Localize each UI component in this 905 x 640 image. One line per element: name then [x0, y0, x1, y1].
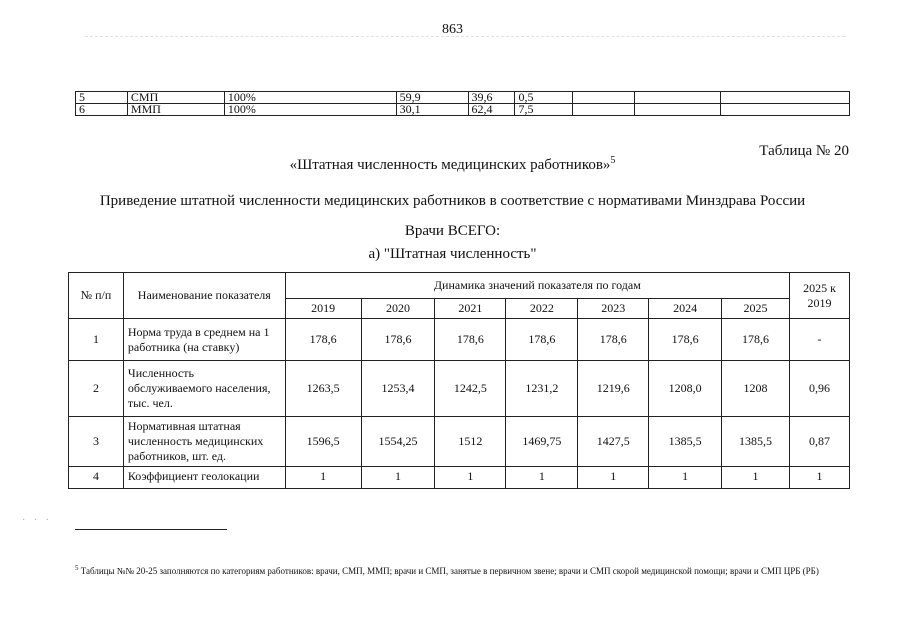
table-cell	[721, 104, 850, 116]
value-cell: 1554,25	[361, 417, 435, 467]
table-cell: 100%	[224, 92, 396, 104]
value-cell: 1	[722, 467, 790, 489]
value-cell: 1	[285, 467, 361, 489]
table-cell: СМП	[127, 92, 224, 104]
continued-table	[75, 91, 850, 116]
table-cell: 7,5	[515, 104, 573, 116]
value-cell: 1	[649, 467, 722, 489]
table-caption: Таблица № 20	[759, 143, 849, 159]
value-cell: 1385,5	[722, 417, 790, 467]
table-row	[76, 92, 850, 104]
row-label: Норма труда в среднем на 1 работника (на ставку)	[123, 319, 285, 361]
value-cell: 1512	[435, 417, 506, 467]
table-row	[76, 104, 850, 116]
footnote-reference: 5	[610, 155, 616, 166]
row-label: Численность обслуживаемого населения, тыс. чел.	[123, 361, 285, 417]
section-title: а) "Штатная численность"	[368, 246, 537, 262]
year-header: 2025	[722, 299, 790, 319]
category-title: Врачи ВСЕГО:	[404, 223, 501, 239]
ratio-cell: 1	[790, 467, 850, 489]
value-cell: 1	[361, 467, 435, 489]
year-header: 2024	[649, 299, 722, 319]
table-cell: 0,5	[515, 92, 573, 104]
column-header-number: № п/п	[69, 273, 124, 319]
value-cell: 1427,5	[578, 417, 649, 467]
table-title-text: «Штатная численность медицинских работников»	[289, 157, 611, 173]
table-cell	[721, 92, 850, 104]
table-cell	[635, 104, 721, 116]
value-cell: 178,6	[361, 319, 435, 361]
table-cell	[573, 104, 635, 116]
year-header: 2023	[578, 299, 649, 319]
page-number: 863	[442, 22, 463, 37]
table-cell: 5	[76, 92, 128, 104]
value-cell: 1	[506, 467, 578, 489]
year-header: 2019	[285, 299, 361, 319]
value-cell: 1219,6	[578, 361, 649, 417]
value-cell: 1263,5	[285, 361, 361, 417]
row-number: 2	[69, 361, 124, 417]
table-cell: 6	[76, 104, 128, 116]
value-cell: 1469,75	[506, 417, 578, 467]
value-cell: 178,6	[649, 319, 722, 361]
staffing-table	[68, 272, 850, 489]
column-header-dynamics: Динамика значений показателя по годам	[285, 273, 789, 299]
table-row	[69, 361, 850, 417]
value-cell: 1385,5	[649, 417, 722, 467]
table-cell: 30,1	[396, 104, 468, 116]
table-cell: 62,4	[468, 104, 515, 116]
value-cell: 178,6	[722, 319, 790, 361]
value-cell: 1596,5	[285, 417, 361, 467]
value-cell: 1	[435, 467, 506, 489]
value-cell: 1208	[722, 361, 790, 417]
footnote-divider	[75, 529, 227, 530]
ratio-cell: 0,87	[790, 417, 850, 467]
table-row	[69, 319, 850, 361]
table-cell	[635, 92, 721, 104]
value-cell: 1242,5	[435, 361, 506, 417]
header-scan-artifact	[85, 36, 845, 41]
table-cell: ММП	[127, 104, 224, 116]
value-cell: 1	[578, 467, 649, 489]
value-cell: 178,6	[506, 319, 578, 361]
header-row	[69, 273, 850, 299]
row-number: 4	[69, 467, 124, 489]
table-title	[0, 155, 905, 174]
row-number: 1	[69, 319, 124, 361]
scan-artifact: · · ·	[22, 515, 52, 526]
year-header: 2020	[361, 299, 435, 319]
ratio-cell: 0,96	[790, 361, 850, 417]
table-cell: 39,6	[468, 92, 515, 104]
value-cell: 1253,4	[361, 361, 435, 417]
column-header-name: Наименование показателя	[123, 273, 285, 319]
table-cell: 100%	[224, 104, 396, 116]
ratio-cell: -	[790, 319, 850, 361]
table-row	[69, 467, 850, 489]
row-label: Коэффициент геолокации	[123, 467, 285, 489]
column-header-ratio: 2025 к 2019	[790, 273, 850, 319]
value-cell: 178,6	[285, 319, 361, 361]
value-cell: 1231,2	[506, 361, 578, 417]
table-row	[69, 417, 850, 467]
table-cell	[573, 92, 635, 104]
row-number: 3	[69, 417, 124, 467]
table-cell: 59,9	[396, 92, 468, 104]
value-cell: 1208,0	[649, 361, 722, 417]
row-label: Нормативная штатная численность медицинских работников, шт. ед.	[123, 417, 285, 467]
year-header: 2021	[435, 299, 506, 319]
footnote	[75, 557, 850, 582]
value-cell: 178,6	[578, 319, 649, 361]
footnote-mark: 5	[75, 564, 79, 572]
subtitle: Приведение штатной численности медицинских работников в соответствие с нормативами Минздрава России	[99, 193, 806, 209]
year-header: 2022	[506, 299, 578, 319]
value-cell: 178,6	[435, 319, 506, 361]
footnote-text: Таблицы №№ 20-25 заполняются по категориям работников: врачи, СМП, ММП; врачи и СМП, занятые в первичном звене; врачи и СМП скорой медицинской помощи; врачи и СМП ЦРБ (РБ)	[80, 566, 819, 576]
